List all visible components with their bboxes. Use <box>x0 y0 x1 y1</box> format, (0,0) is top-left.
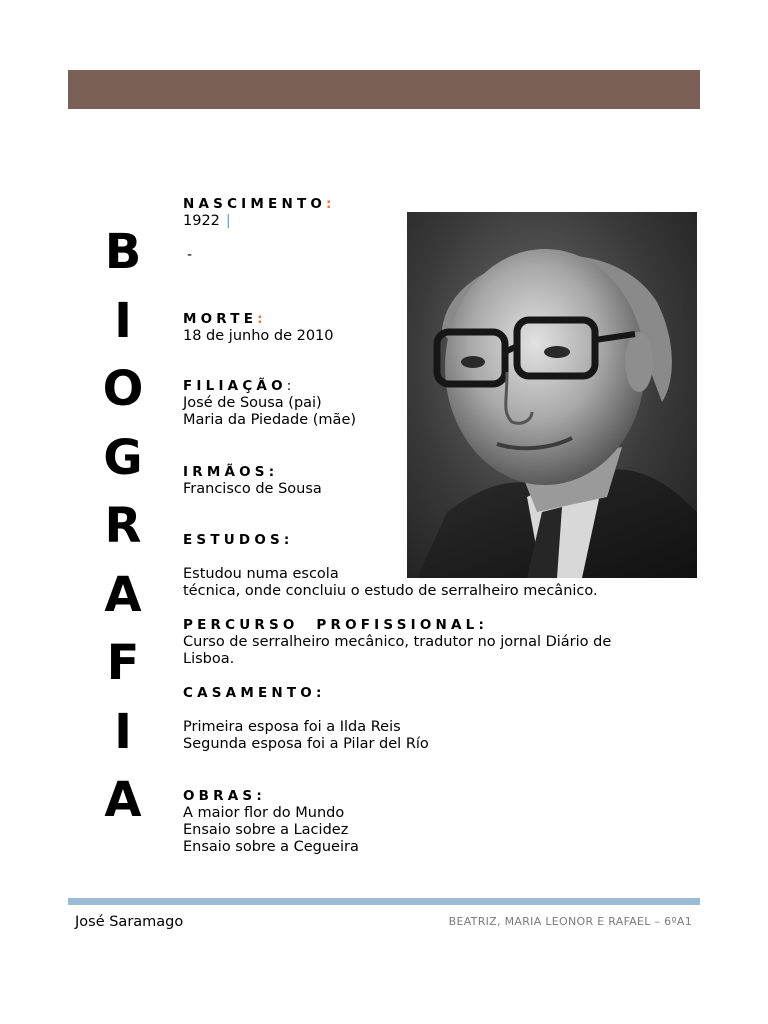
value-nascimento: 1922 | <box>183 213 231 229</box>
value-obra: Ensaio sobre a Lacidez <box>183 822 349 838</box>
value-estudos-line: técnica, onde concluiu o estudo de serralheiro mecânico. <box>183 583 598 599</box>
field-percurso-profissional <box>183 617 611 668</box>
field-irmaos <box>183 464 322 498</box>
value-filiacao-mae: Maria da Piedade (mãe) <box>183 412 357 428</box>
value-irmaos: Francisco de Sousa <box>183 481 322 497</box>
label-casamento: CASAMENTO: <box>183 685 326 701</box>
dash-mark: - <box>187 247 193 263</box>
footer-subject-name: José Saramago <box>75 914 184 930</box>
value-estudos-line: Estudou numa escola <box>183 566 339 582</box>
value-percurso-line: Lisboa. <box>183 651 235 667</box>
title-letter: I <box>114 292 132 349</box>
text-cursor: | <box>225 213 231 229</box>
title-letter: O <box>102 361 144 417</box>
value-obra: A maior flor do Mundo <box>183 805 345 821</box>
field-morte <box>183 311 334 345</box>
label-obras: OBRAS: <box>183 788 266 804</box>
title-letter: A <box>104 566 142 623</box>
value-casamento-line: Primeira esposa foi a Ilda Reis <box>183 719 401 735</box>
title-letter: R <box>104 498 142 554</box>
label-irmaos: IRMÃOS: <box>183 464 279 480</box>
label-morte: MORTE: <box>183 311 267 327</box>
value-casamento-line: Segunda esposa foi a Pilar del Río <box>183 736 429 752</box>
portrait-illustration <box>407 212 697 578</box>
vertical-title-biografia <box>96 218 150 835</box>
value-filiacao-pai: José de Sousa (pai) <box>183 395 322 411</box>
title-letter: B <box>104 224 142 280</box>
label-estudos: ESTUDOS: <box>183 532 294 548</box>
title-letter: I <box>114 703 132 760</box>
title-letter: F <box>106 635 140 691</box>
label-filiacao: FILIAÇÃO: <box>183 378 292 394</box>
value-obra: Ensaio sobre a Cegueira <box>183 839 359 855</box>
header-bar <box>68 70 700 109</box>
field-nascimento <box>183 196 336 230</box>
value-percurso-line: Curso de serralheiro mecânico, tradutor no jornal Diário de <box>183 634 612 650</box>
label-percurso-profissional: PERCURSO PROFISSIONAL: <box>183 617 489 633</box>
field-obras <box>183 788 359 856</box>
field-filiacao <box>183 378 356 429</box>
title-letter: A <box>104 772 142 828</box>
footer-rule <box>68 898 700 905</box>
label-nascimento: NASCIMENTO: <box>183 196 336 212</box>
portrait-photo <box>407 212 697 578</box>
value-morte: 18 de junho de 2010 <box>183 328 334 344</box>
title-letter: G <box>103 429 143 486</box>
footer-authors: BEATRIZ, MARIA LEONOR E RAFAEL – 6ºA1 <box>448 915 692 928</box>
field-casamento <box>183 685 429 753</box>
